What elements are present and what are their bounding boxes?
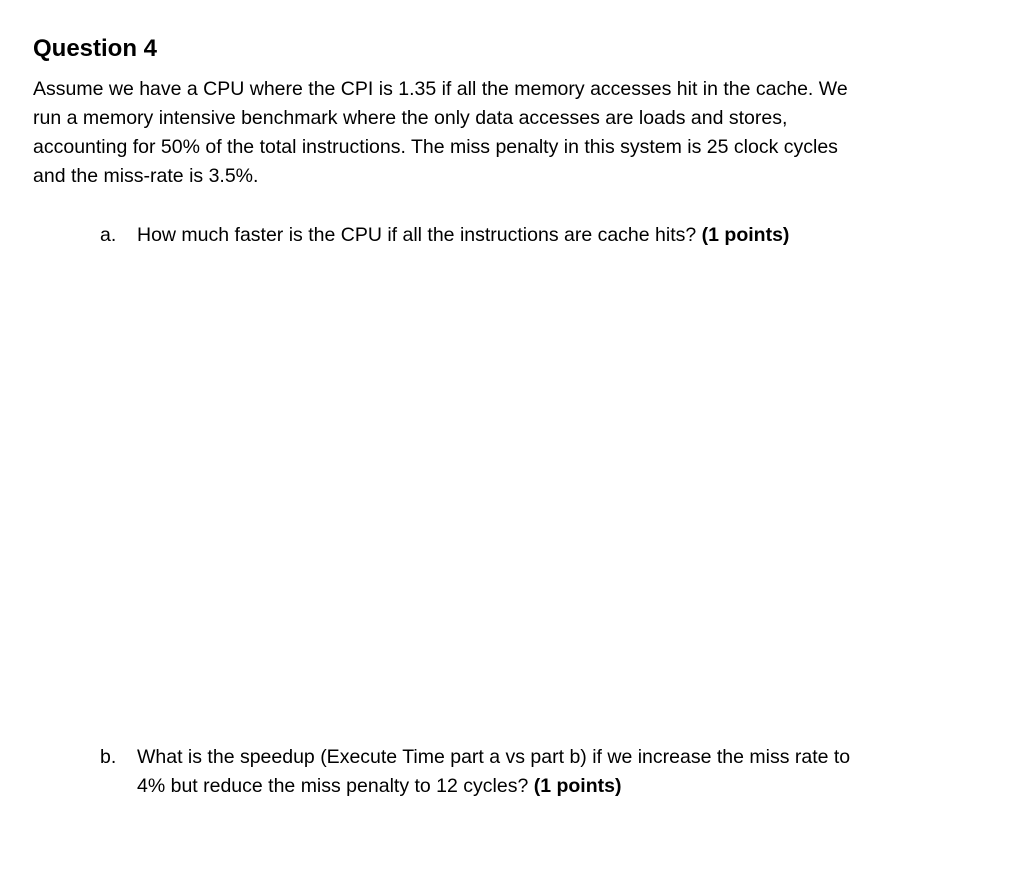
intro-line: Assume we have a CPU where the CPI is 1.35 if all the memory accesses hit in the cache. We	[33, 78, 848, 100]
question-intro	[33, 75, 933, 191]
part-a-line	[137, 221, 789, 250]
part-a-marker: a.	[100, 224, 117, 246]
part-a-points: (1 points)	[701, 224, 790, 246]
part-b	[100, 743, 850, 801]
part-a	[100, 221, 789, 250]
part-b-marker: b.	[100, 746, 117, 768]
part-b-line-2	[137, 772, 850, 801]
part-b-text: 4% but reduce the miss penalty to 12 cycles?	[137, 775, 529, 797]
part-b-line-1: What is the speedup (Execute Time part a vs part b) if we increase the miss rate to	[137, 746, 851, 768]
question-title: Question 4	[33, 35, 158, 62]
part-b-body	[137, 743, 850, 801]
intro-line: run a memory intensive benchmark where the only data accesses are loads and stores,	[33, 107, 788, 129]
intro-line: and the miss-rate is 3.5%.	[33, 165, 259, 187]
part-a-text: How much faster is the CPU if all the instructions are cache hits?	[137, 224, 697, 246]
part-b-points: (1 points)	[533, 775, 622, 797]
part-a-body	[137, 221, 789, 250]
intro-line: accounting for 50% of the total instructions. The miss penalty in this system is 25 clock cycles	[33, 136, 838, 158]
